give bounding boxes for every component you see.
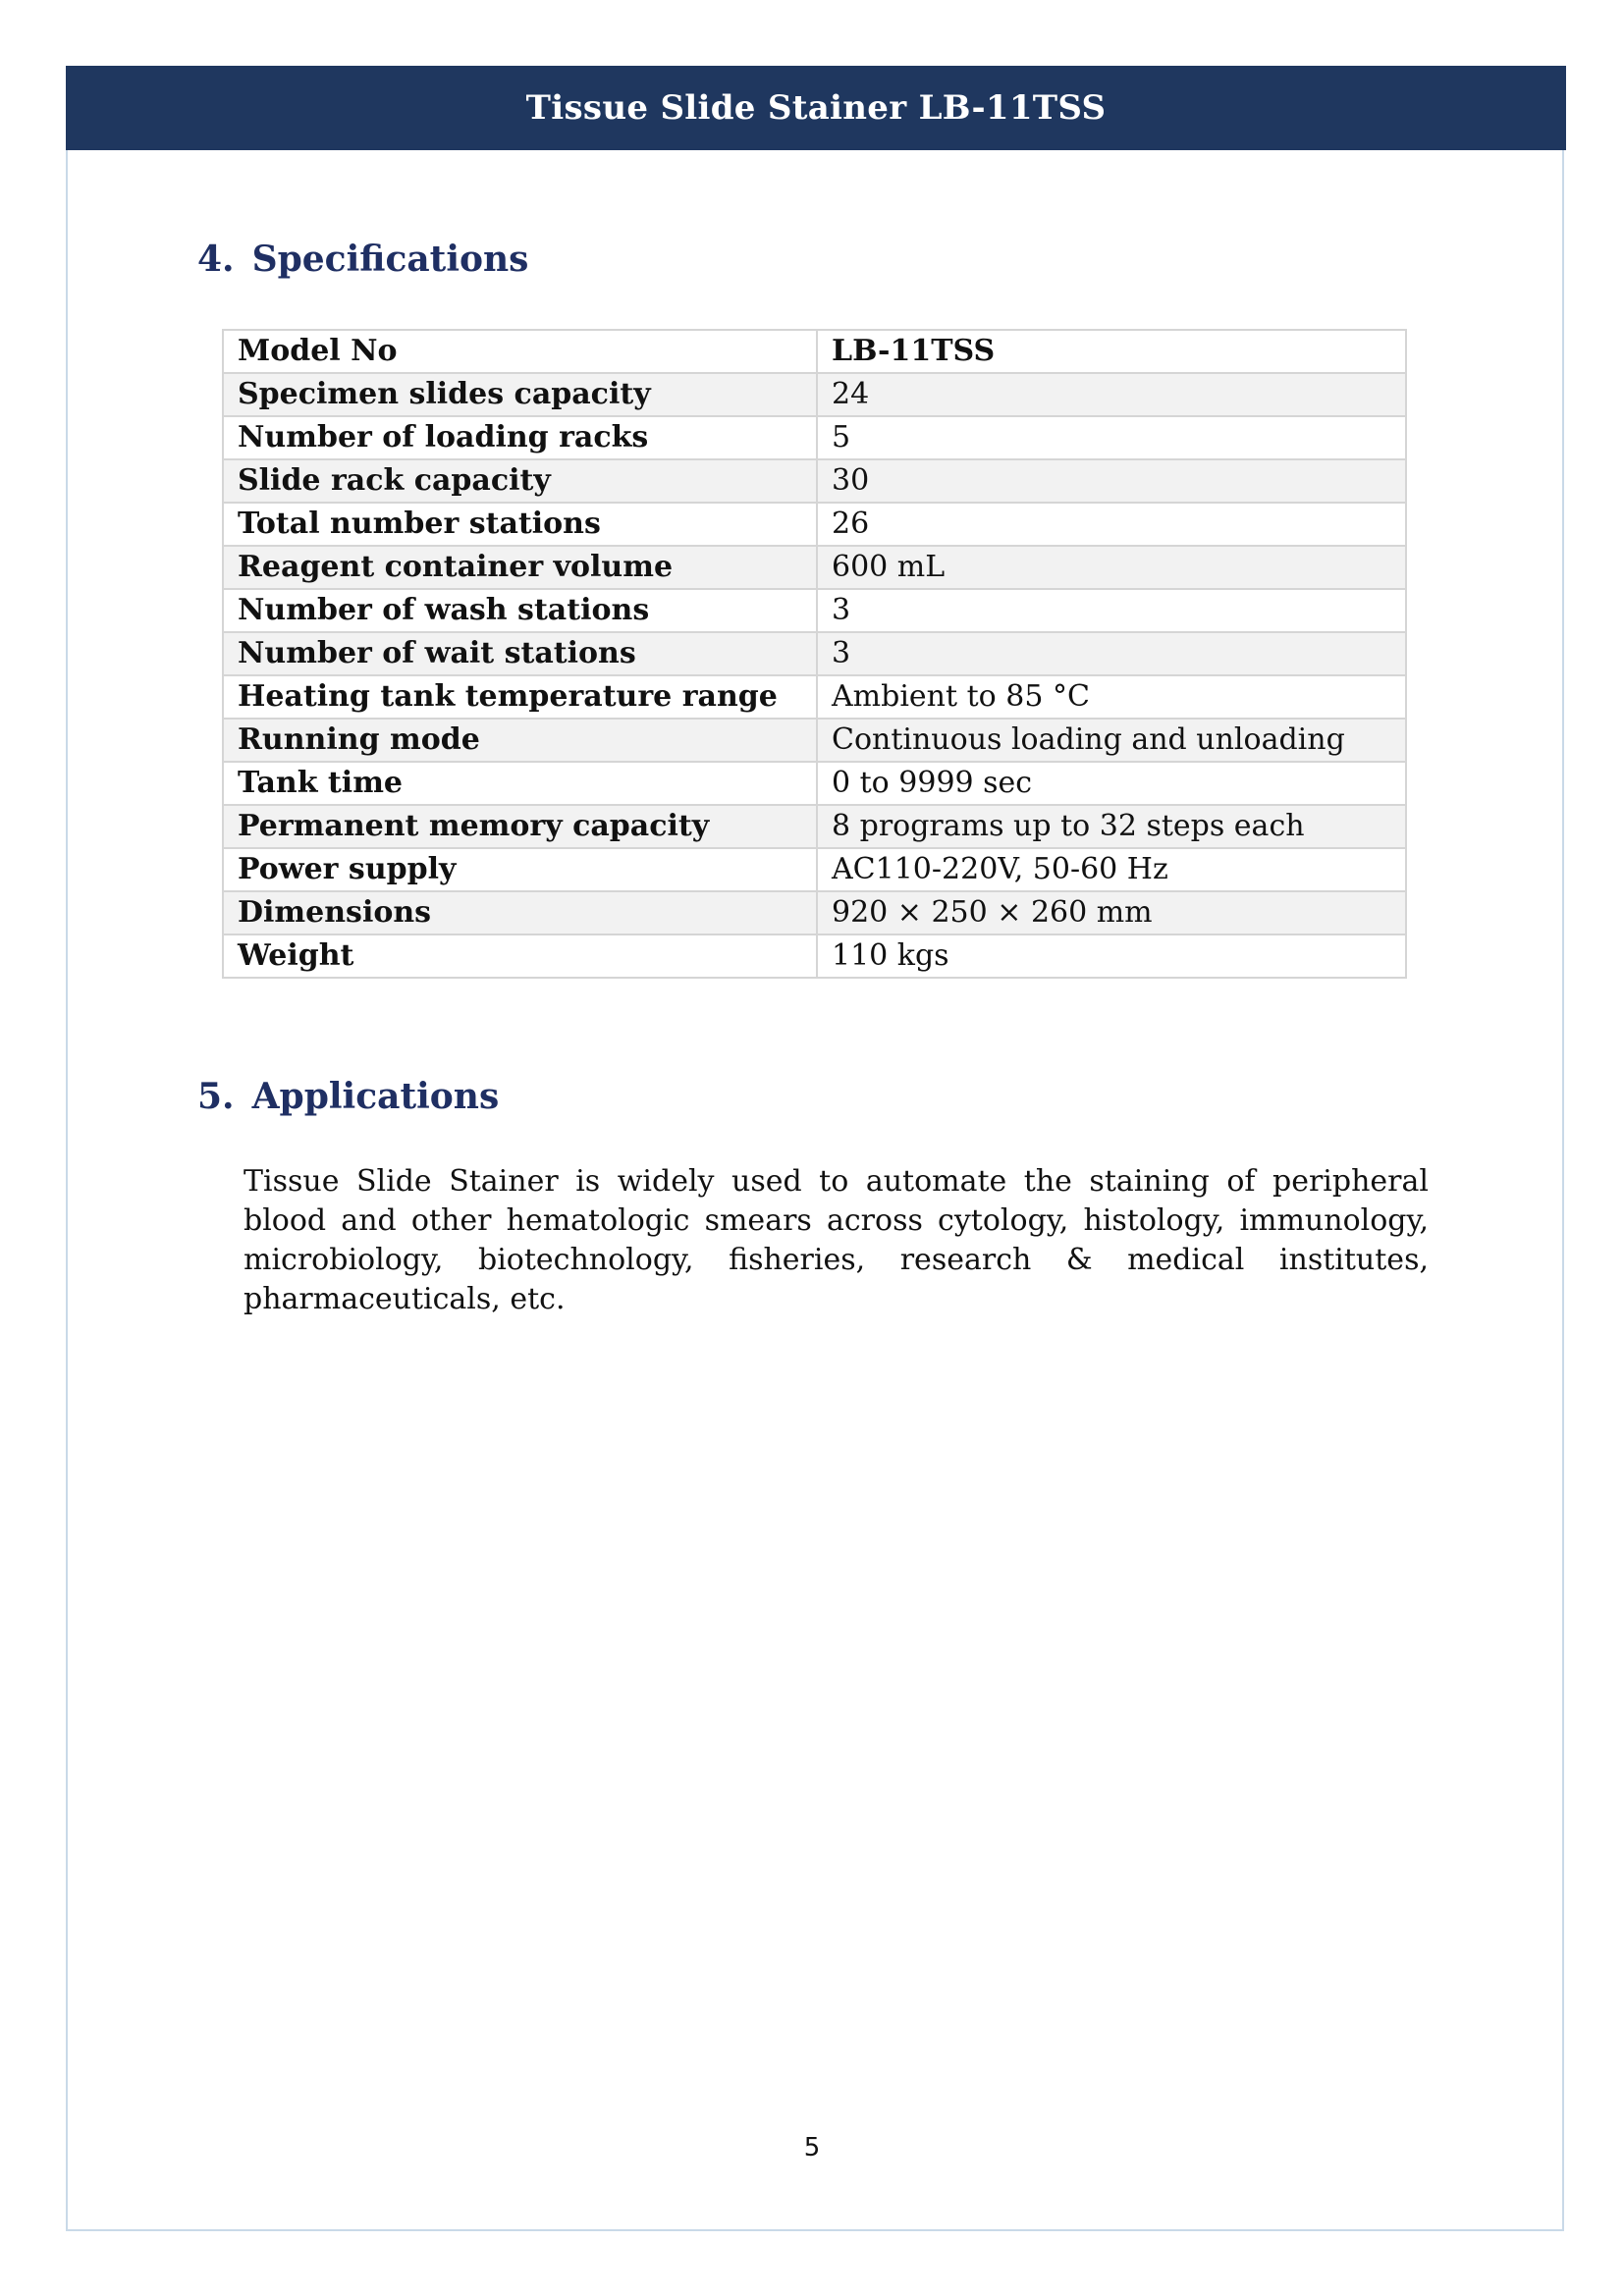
- spec-value: AC110-220V, 50-60 Hz: [817, 848, 1406, 891]
- table-row: [223, 891, 1406, 934]
- spec-label: Heating tank temperature range: [223, 675, 817, 719]
- section-number: 5.: [197, 1076, 235, 1117]
- table-row: [223, 503, 1406, 546]
- spec-label: Tank time: [223, 762, 817, 805]
- table-row: [223, 934, 1406, 978]
- specifications-table: [222, 329, 1407, 979]
- spec-value: Ambient to 85 °C: [817, 675, 1406, 719]
- table-row: [223, 589, 1406, 632]
- spec-label: Slide rack capacity: [223, 459, 817, 503]
- spec-value: 26: [817, 503, 1406, 546]
- spec-value: 600 mL: [817, 546, 1406, 589]
- table-row: [223, 330, 1406, 373]
- table-row: [223, 848, 1406, 891]
- spec-label: Specimen slides capacity: [223, 373, 817, 416]
- applications-paragraph: Tissue Slide Stainer is widely used to automate the staining of peripheral blood and other hematologic smears across cytology, histology, immunology, microbiology, biotechnology, fisheries, research & medical institutes, pharmaceuticals, etc.: [244, 1164, 1429, 1316]
- spec-value: 0 to 9999 sec: [817, 762, 1406, 805]
- spec-value: 3: [817, 632, 1406, 675]
- spec-label: Number of loading racks: [223, 416, 817, 459]
- spec-value: 920 × 250 × 260 mm: [817, 891, 1406, 934]
- table-row: [223, 762, 1406, 805]
- spec-label: Model No: [223, 330, 817, 373]
- specifications-heading: [197, 239, 528, 280]
- spec-label: Running mode: [223, 719, 817, 762]
- spec-label: Number of wash stations: [223, 589, 817, 632]
- spec-label: Power supply: [223, 848, 817, 891]
- table-row: [223, 373, 1406, 416]
- spec-value: 8 programs up to 32 steps each: [817, 805, 1406, 848]
- spec-value: 30: [817, 459, 1406, 503]
- table-row: [223, 416, 1406, 459]
- spec-label: Permanent memory capacity: [223, 805, 817, 848]
- spec-label: Dimensions: [223, 891, 817, 934]
- header-band: [66, 66, 1566, 150]
- table-row: [223, 632, 1406, 675]
- spec-value: 5: [817, 416, 1406, 459]
- spec-value: 110 kgs: [817, 934, 1406, 978]
- table-row: [223, 546, 1406, 589]
- table-row: [223, 459, 1406, 503]
- table-row: [223, 719, 1406, 762]
- section-title: Applications: [251, 1076, 500, 1117]
- page-number: 5: [803, 2133, 821, 2163]
- spec-value: Continuous loading and unloading: [817, 719, 1406, 762]
- spec-value: 3: [817, 589, 1406, 632]
- document-title: Tissue Slide Stainer LB-11TSS: [525, 88, 1107, 128]
- section-number: 4.: [197, 239, 235, 280]
- table-row: [223, 805, 1406, 848]
- applications-heading: [197, 1076, 499, 1117]
- section-title: Specifications: [251, 239, 529, 280]
- table-row: [223, 675, 1406, 719]
- spec-label: Weight: [223, 934, 817, 978]
- spec-label: Reagent container volume: [223, 546, 817, 589]
- spec-label: Number of wait stations: [223, 632, 817, 675]
- spec-label: Total number stations: [223, 503, 817, 546]
- spec-value: LB-11TSS: [817, 330, 1406, 373]
- spec-value: 24: [817, 373, 1406, 416]
